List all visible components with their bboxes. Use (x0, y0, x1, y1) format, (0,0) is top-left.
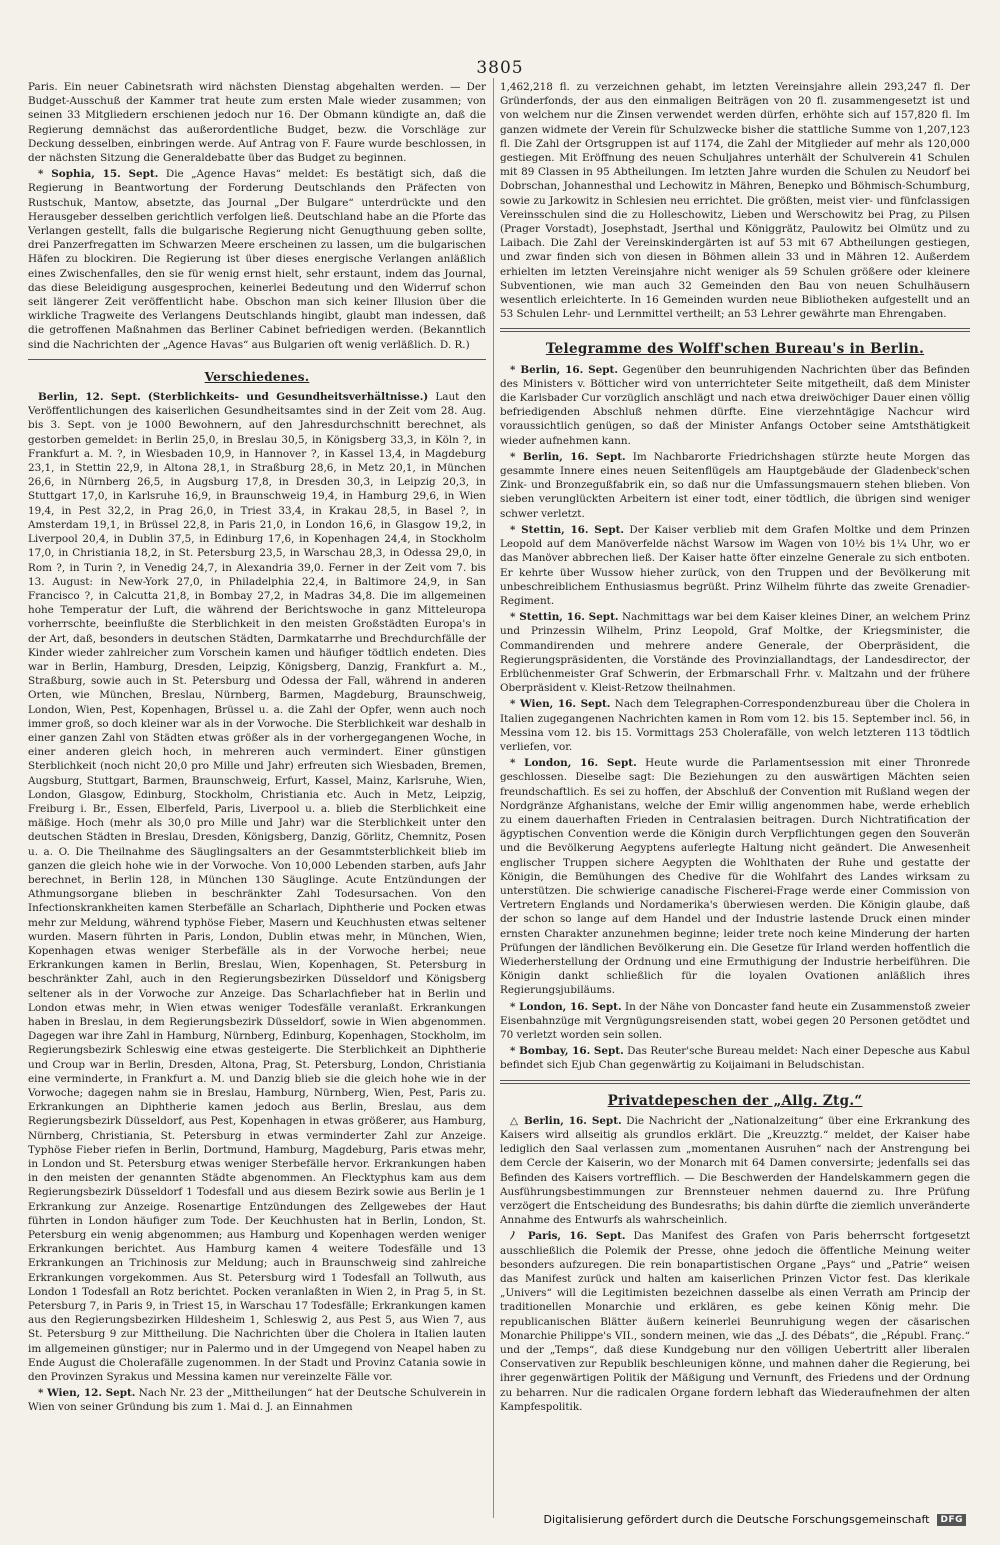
right-column (500, 80, 970, 1510)
telegram-text: In der Nähe von Doncaster fand heute ein Zusammenstoß zweier Eisenbahnzüge mit Vergnügungsreisenden statt, wobei gegen 20 Personen getödtet und 70 verletzt worden sein sollen. (500, 1000, 970, 1041)
telegram-dateline: * London, 16. Sept. (510, 1000, 622, 1013)
sofia-dateline: * Sophia, 15. Sept. (38, 168, 159, 181)
wien-text: Nach Nr. 23 der „Mittheilungen“ hat der Deutsche Schulverein in Wien von seiner Gründung bis zum 1. Mai d. J. an Einnahmen (28, 1387, 486, 1414)
telegram-dateline: * London, 16. Sept. (510, 757, 637, 770)
telegram-dateline: * Stettin, 16. Sept. (510, 523, 625, 536)
telegram-item (500, 756, 970, 997)
private-text: Die Nachricht der „Nationalzeitung“ über eine Erkrankung des Kaisers wird allseitig als grundlos erklärt. Die „Kreuzztg.“ meldet, der Kaiser habe lediglich den Saal verlassen zum „momentanen Ausruhen“ nach der Anstrengung bei dem Cercle der Kaiserin, wo der Monarch mit 64 Damen conversirte; jedenfalls sei das Befinden des Kaisers vortrefflich. — Die Beschwerden der Handelskammern gegen die Ausführungsbestimmungen zur Brennsteuer nehmen dauernd zu. Ihre Prüfung verzögert die Entscheidung des Bundesraths; bis dahin dürfte die ziemlich unveränderte Annahme des Entwurfs als wahrscheinlich. (500, 1114, 970, 1227)
telegram-dateline: * Berlin, 16. Sept. (510, 450, 626, 463)
sofia-text: Die „Agence Havas“ meldet: Es bestätigt sich, daß die Regierung in Beantwortung der Forderung Deutschlands den Präfecten von Rustschuk, Mantow, absetzte, das Journal „Der Bulgare“ unterdrückte und den Herausgeber desselben gerichtlich verfolgen ließ. Deutschland habe an die Pforte das Verlangen gestellt, falls die bulgarische Regierung nicht Genugthuung geben sollte, drei Panzerfregatten im Schwarzen Meere erscheinen zu lassen, um die bulgarischen Häfen zu blockiren. Die Regierung ist über dieses energische Verlangen anläßlich eines Zwischenfalles, den sie für wenig ernst hielt, sehr erstaunt, indem das Journal, das diese Beleidigung ausgesprochen, keinerlei Bedeutung und den Widerruf schon seit längerer Zeit veröffentlicht habe. Obschon man sich keiner Illusion über die wirkliche Tragweite des Verlangens Deutschlands hingibt, glaubt man indessen, daß die getroffenen Maßnahmen das Berliner Cabinet befriedigen werden. (Bekanntlich sind die Nachrichten der „Agence Havas“ aus Bulgarien oft wenig verläßlich. D. R.) (28, 168, 486, 351)
telegram-item (500, 450, 970, 521)
telegram-item (500, 1000, 970, 1043)
private-dispatch (500, 1229, 970, 1414)
telegram-dateline: * Wien, 16. Sept. (510, 698, 611, 711)
section-title-verschiedenes: Verschiedenes. (204, 369, 310, 384)
telegram-text: Nach dem Telegraphen-Correspondenzbureau über die Cholera in Italien zugegangenen Nachrichten kamen in Rom vom 12. bis 15. September incl. 56, in Messina vom 12. bis 15. Vormittags 253 Cholerafälle, von welch letzteren 113 tödtlich verliefen, vor. (500, 698, 970, 753)
page-number: 3805 (476, 58, 524, 78)
berlin-health-subhead: (Sterblichkeits- und Gesundheitsverhältnisse.) (147, 391, 429, 404)
telegram-text: Gegenüber den beunruhigenden Nachrichten über das Befinden des Ministers v. Bötticher wird von unterrichteter Seite mitgetheilt, daß dem Minister die Karlsbader Cur vorzüglich anschlägt und nach etwa dreiwöchiger Dauer einen völlig befriedigenden Abschluß nehmen dürfte. Eine vierzehntägige Nachcur wird voraussichtlich genügen, so daß der Minister Anfangs October seine Amtsthätigkeit wieder aufnehmen kann. (500, 363, 970, 447)
berlin-health-dispatch (28, 390, 486, 1384)
wien-schulverein-dispatch (28, 1386, 486, 1414)
telegram-item (500, 697, 970, 754)
private-dispatch (500, 1114, 970, 1228)
telegram-text: Der Kaiser verblieb mit dem Grafen Moltke und dem Prinzen Leopold auf dem Manöverfelde nächst Warsow im Wagen von 10½ bis 1¼ Uhr, wo er das Manöver abbrechen ließ. Der Kaiser hatte öfter einzelne Generale zu sich entboten. Er kehrte über Wussow hieher zurück, von den Truppen und der Bevölkerung mit unbeschreiblichem Enthusiasmus begrüßt. Prinz Wilhelm führte das zweite Grenadier-Regiment. (500, 523, 970, 607)
left-column (28, 80, 486, 1510)
triangle-symbol-icon: △ (510, 1114, 520, 1127)
section-title-privatdepeschen: Privatdepeschen der „Allg. Ztg.“ (607, 1092, 863, 1109)
berlin-health-text: Laut den Veröffentlichungen des kaiserlichen Gesundheitsamtes sind in der Zeit vom 28. Aug. bis 3. Sept. von je 1000 Bewohnern, auf den Jahresdurchschnitt berechnet, als gestorben gemeldet: in Berlin 25,0, in Breslau 30,5, in Königsberg 33,3, in Köln ?, in Frankfurt a. M. ?, in Wiesbaden 10,9, in Hannover ?, in Kassel 13,4, in Magdeburg 23,1, in Stettin 22,9, in Altona 28,1, in Straßburg 28,6, in Metz 20,1, in München 26,6, in Nürnberg 26,5, in Augsburg 17,8, in Dresden 30,3, in Leipzig 20,3, in Stuttgart 17,0, in Karlsruhe 16,9, in Braunschweig 19,4, in Hamburg 29,6, in Wien 19,4, in Pest 32,2, in Prag 26,0, in Triest 33,4, in Krakau 28,5, in Basel ?, in Amsterdam 19,1, in Brüssel 22,8, in Paris 21,0, in London 16,6, in Glasgow 19,2, in Liverpool 20,4, in Dublin 37,5, in Edinburg 17,6, in Kopenhagen 24,4, in Stockholm 17,0, in Christiania 18,2, in St. Petersburg 23,5, in Warschau 28,3, in Odessa 29,0, in Rom ?, in Turin ?, in Venedig 24,7, in Alexandria 39,0. Ferner in der Zeit vom 7. bis 13. August: in New-York 27,0, in Philadelphia 22,4, in Baltimore 24,9, in San Francisco ?, in Calcutta 21,8, in Bombay 27,2, in Madras 34,8. Die im allgemeinen hohe Temperatur der Luft, die während der Berichtswoche in ganz Mitteleuropa vorherrschte, beeinflußte die Sterblichkeit in den meisten Großstädten Europa's in der Art, daß, besonders in deutschen Städten, Darmkatarrhe und Brechdurchfälle der Kinder wieder zahlreicher zum Vorschein kamen und häufiger tödtlich endeten. Dies war in Berlin, Hamburg, Dresden, Leipzig, Königsberg, Danzig, Frankfurt a. M., Straßburg, sowie auch in St. Petersburg und Odessa der Fall, während in anderen Orten, wie München, Breslau, Nürnberg, Barmen, Magdeburg, Braunschweig, London, Wien, Pest, Kopenhagen, Brüssel u. a. die Zahl der Opfer, wenn auch noch immer groß, so doch kleiner war als in der Vorwoche. Die Sterblichkeit war deshalb in einer ganzen Zahl von Städten etwas größer als in der vorhergegangenen Woche, in einer anderen gleich hoch, in mehreren auch vermindert. Einer günstigen Sterblichkeit (noch nicht 20,0 pro Mille und Jahr) erfreuten sich Wiesbaden, Bremen, Augsburg, Stuttgart, Barmen, Braunschweig, Erfurt, Kassel, Mainz, Karlsruhe, Wien, London, Glasgow, Edinburg, Stockholm, Christiania etc. Auch in Metz, Leipzig, Freiburg i. Br., Essen, Elberfeld, Paris, Liverpool u. a. blieb die Sterblichkeit eine mäßige. Hoch (mehr als 30,0 pro Mille und Jahr) war die Sterblichkeit unter den deutschen Städten in Breslau, Dresden, Königsberg, Danzig, Görlitz, Chemnitz, Posen u. a. O. Die Theilnahme des Säuglingsalters an der Gesammtsterblichkeit blieb im ganzen die gleich hohe wie in der Vorwoche. Von 10,000 Lebenden starben, aufs Jahr berechnet, in Berlin 128, in München 130 Säuglinge. Acute Entzündungen der Athmungsorgane blieben in beschränkter Zahl Todesursachen. Von den Infectionskrankheiten kamen Sterbefälle an Scharlach, Diphtherie und Pocken etwas mehr zur Meldung, während typhöse Fieber, Masern und Keuchhusten etwas seltener wurden. Masern führten in Paris, London, Dublin etwas mehr, in München, Wien, Kopenhagen etwas weniger Sterbefälle als in der Vorwoche herbei; neue Erkrankungen kamen in Berlin, Breslau, Wien, Kopenhagen, St. Petersburg in beschränkter Zahl, auch in den Regierungsbezirken Düsseldorf und Königsberg seltener als in der Vorwoche zur Anzeige. Das Scharlachfieber hat in Berlin und London etwas mehr, in Wien etwas weniger Todesfälle veranlaßt. Erkrankungen haben in Breslau, in dem Regierungsbezirk Düsseldorf, sowie in Wien abgenommen. Dagegen war ihre Zahl in Hamburg, Nürnberg, Edinburg, Kopenhagen, Stockholm, im Regierungsbezirk Schleswig eine etwas gesteigerte. Die Sterblichkeit an Diphtherie und Croup war in Berlin, Dresden, Altona, Prag, St. Petersburg, London, Christiania eine verminderte, in Frankfurt a. M. und Danzig blieb sie die gleich hohe wie in der Vorwoche; dagegen nahm sie in Breslau, Hamburg, Nürnberg, Wien, Pest, Paris zu. Erkrankungen an Diphtherie kamen jedoch aus Berlin, Breslau, aus dem Regierungsbezirk Düsseldorf, aus Pest, Kopenhagen in etwas größerer, aus Hamburg, Nürnberg, Christiania, St. Petersburg in etwas verminderter Zahl zur Anzeige. Typhöse Fieber riefen in Berlin, Dortmund, Hamburg, Magdeburg, Paris etwas mehr, in London und St. Petersburg etwas weniger Sterbefälle hervor. Erkrankungen haben in den meisten der genannten Städte abgenommen. An Flecktyphus kam aus dem Regierungsbezirk Düsseldorf 1 Todesfall und aus diesem Bezirk sowie aus Berlin je 1 Erkrankung zur Anzeige. Rosenartige Entzündungen des Zellgewebes der Haut führten in London häufiger zum Tode. Der Keuchhusten hat in Berlin, London, St. Petersburg ein wenig abgenommen; aus Hamburg und Kopenhagen werden weniger Erkrankungen berichtet. Aus Hamburg kamen 4 weitere Todesfälle und 13 Erkrankungen an Trichinosis zur Meldung; auch in Braunschweig sind zahlreiche Erkrankungen vorgekommen. Aus St. Petersburg wird 1 Todesfall an Tollwuth, aus London 1 Todesfall an Rotz berichtet. Pocken veranlaßten in Wien 2, in Prag 5, in St. Petersburg 7, in Paris 9, in Triest 15, in Warschau 17 Todesfälle; Erkrankungen kamen aus den Regierungsbezirken Hildesheim 1, Schleswig 2, aus Pest 5, aus Wien 7, aus St. Petersburg 9 zur Mittheilung. Die Nachrichten über die Cholera in Italien lauten im allgemeinen günstiger; nur in Palermo und in der Umgegend von Neapel haben zu Ende August die Cholerafälle zugenommen. In der Stadt und Provinz Catania sowie in den Provinzen Syrakus und Messina kamen nur vereinzelte Fälle vor. (28, 391, 486, 1384)
wien-continuation: 1,462,218 fl. zu verzeichnen gehabt, im letzten Vereinsjahre allein 293,247 fl. Der Gründerfonds, der aus den einmaligen Beiträgen von 20 fl. zusammengesetzt ist und von welchem nur die Zinsen verwendet werden dürfen, erhöhte sich auf 157,820 fl. Im ganzen widmete der Verein für Schulzwecke bisher die stattliche Summe von 1,207,123 fl. Die Zahl der Ortsgruppen ist auf 1174, die Zahl der Mitglieder auf mehr als 120,000 gestiegen. Mit Eröffnung des neuen Schuljahres unterhält der Schulverein 41 Schulen mit 89 Classen in 95 Abtheilungen. Im letzten Jahre wurden die Schulen zu Neudorf bei Dobrschan, Johannesthal und Lechowitz in Mähren, Benepko und Böhmisch-Schumburg, sowie zu Jarkowitz in Schlesien neu errichtet. Die größten, meist vier- und fünfclassigen Vereinsschulen sind die zu Holleschowitz, Lieben und Werschowitz bei Prag, zu Pilsen (Prager Vorstadt), Josephstadt, Jserthal und Königgrätz, Paulowitz bei Olmütz und zu Laibach. Die Zahl der Vereinskindergärten ist auf 53 mit 67 Abtheilungen gestiegen, und zwar finden sich von diesen in Böhmen allein 33 und in Mähren 12. Außerdem erhielten im letzten Vereinsjahre nicht weniger als 59 Schulen größere oder kleinere Subventionen, wie man auch 32 Gemeinden den Bau von neuen Schulhäusern wesentlich erleichterte. In 16 Gemeinden wurden neue Bibliotheken aufgestellt und an 53 Schulen Lehr- und Lernmittel vertheilt; an 53 Lehrer gewährte man Ehrengaben. (500, 81, 970, 321)
wien-dateline: * Wien, 12. Sept. (38, 1387, 136, 1400)
telegram-text: Nachmittags war bei dem Kaiser kleines Diner, an welchem Prinz und Prinzessin Wilhelm, Prinz Leopold, Graf Moltke, der Kriegsminister, die Commandirenden und mehrere andere Generale, der Oberpräsident, die Regierungspräsidenten, die Vorstände des Provinziallandtags, der Landesdirector, der Erblüchenmeister Graf Schwerin, der Erbmarschall Frhr. v. Maltzahn und der frühere Oberpräsident v. Kleist-Retzow theilnahmen. (500, 611, 970, 695)
telegram-text: Im Nachbarorte Friedrichshagen stürzte heute Morgen das gesammte Innere eines neuen Seitenflügels am Hauptgebäude der Gladenbeck'schen Zink- und Bronzegußfabrik ein, so daß nur die Umfassungsmauern stehen blieben. Von sieben verunglückten Arbeitern ist einer todt, einer tödtlich, die übrigen sind weniger schwer verletzt. (500, 450, 970, 520)
telegram-item (500, 363, 970, 448)
telegram-dateline: * Berlin, 16. Sept. (510, 363, 618, 376)
section-rule (500, 328, 970, 332)
sofia-dispatch (28, 167, 486, 352)
telegram-dateline: * Bombay, 16. Sept. (510, 1045, 624, 1058)
private-dateline: Paris, 16. Sept. (527, 1230, 626, 1243)
dfg-logo-icon: DFG (937, 1514, 966, 1526)
correspondent-symbol-icon: ﾉ (510, 1230, 520, 1243)
telegram-text: Heute wurde die Parlamentsession mit einer Thronrede geschlossen. Dieselbe sagt: Die Beziehungen zu den auswärtigen Mächten seien freundschaftlich. Es sei zu hoffen, der Abschluß der Convention mit Rußland wegen der Nordgränze Afghanistans, welche der Emir willig angenommen habe, werde erheblich zu einem dauerhaften Frieden in Centralasien beitragen. Durch Nichtratification der ägyptischen Convention werde die Königin durch Verpflichtungen gegen den Souverän und die Bevölkerung Aegyptens auferlegte Haltung nicht geändert. Die Anwesenheit englischer Truppen sichere Aegypten die Wohlthaten der Ruhe und gestatte der Königin, die Bemühungen des Chedive für die Wohlfahrt des Landes wirksam zu unterstützen. Die schwierige canadische Fischerei-Frage werde einer Commission von Vertretern Englands und Nordamerika's überwiesen werden. Die Königin glaube, daß der schon so lange auf dem Handel und der Industrie lastende Druck einen minder ernsten Charakter anzunehmen beginne; leider trete noch keine Minderung der harten Prüfungen der ländlichen Bevölkerung ein. Die Gesetze für Irland werden hoffentlich die Wiederherstellung der Ordnung und eine Ermuthigung der Industrie herbeiführen. Die Königin dankt schließlich für die loyalen Ovationen anläßlich ihres Regierungsjubiläums. (500, 757, 970, 997)
telegram-item (500, 1044, 970, 1072)
telegram-text: Das Reuter'sche Bureau meldet: Nach einer Depesche aus Kabul befindet sich Ejub Chan gegenwärtig zu Koijaimani in Beludschistan. (500, 1045, 970, 1072)
footer (544, 1513, 966, 1526)
paris-article: Paris. Ein neuer Cabinetsrath wird nächsten Dienstag abgehalten werden. — Der Budget-Ausschuß der Kammer trat heute zum ersten Male wieder zusammen; von seinen 33 Mitgliedern erschienen jedoch nur 16. Der Obmann kündigte an, daß die Regierung demnächst das außerordentliche Budget, bezw. die Vorschläge zur Deckung desselben, einbringen werde. Auf Antrag von F. Faure wurde beschlossen, in der nächsten Sitzung die Generaldebatte über das Budget zu beginnen. (28, 81, 486, 165)
private-dateline: Berlin, 16. Sept. (523, 1114, 622, 1127)
private-text: Das Manifest des Grafen von Paris beherrscht fortgesetzt ausschließlich die Polemik der Presse, ohne jedoch die öffentliche Meinung weiter besonders aufzuregen. Die rein bonapartistischen Organe „Pays“ und „Patrie“ weisen das Manifest zurück und halten am kaiserlichen Prinzen Victor fest. Das klerikale „Univers“ will die Legitimisten bezeichnen dasselbe als einen Verrath am Princip der traditionellen Monarchie und erklären, es gebe keinen König mehr. Die republicanischen Blätter äußern keinerlei Beunruhigung wegen der cäsarischen Monarchie Philippe's VII., sondern meinen, wie das „J. des Débats“, die „Républ. Franç.“ und der „Temps“, daß diese Kundgebung nur den völligen Uebertritt aller liberalen Conservativen zur Republik beschleunigen könne, und mahnen daher die Regierung, bei ihrer gegenwärtigen Politik der Mäßigung und Vernunft, des Friedens und der Ordnung zu beharren. Nur die radicalen Organe fordern lebhaft das Wiederaufnehmen der alten Kampfespolitik. (500, 1230, 970, 1413)
telegram-item (500, 523, 970, 608)
footer-text: Digitalisierung gefördert durch die Deutsche Forschungsgemeinschaft (543, 1513, 930, 1526)
telegram-dateline: * Stettin, 16. Sept. (510, 611, 619, 624)
section-title-telegramme: Telegramme des Wolff'schen Bureau's in Berlin. (545, 341, 925, 358)
telegram-item (500, 610, 970, 695)
column-divider (493, 78, 494, 1518)
section-rule (28, 359, 486, 360)
section-rule (500, 1080, 970, 1084)
berlin-health-dateline: Berlin, 12. Sept. (38, 391, 141, 404)
